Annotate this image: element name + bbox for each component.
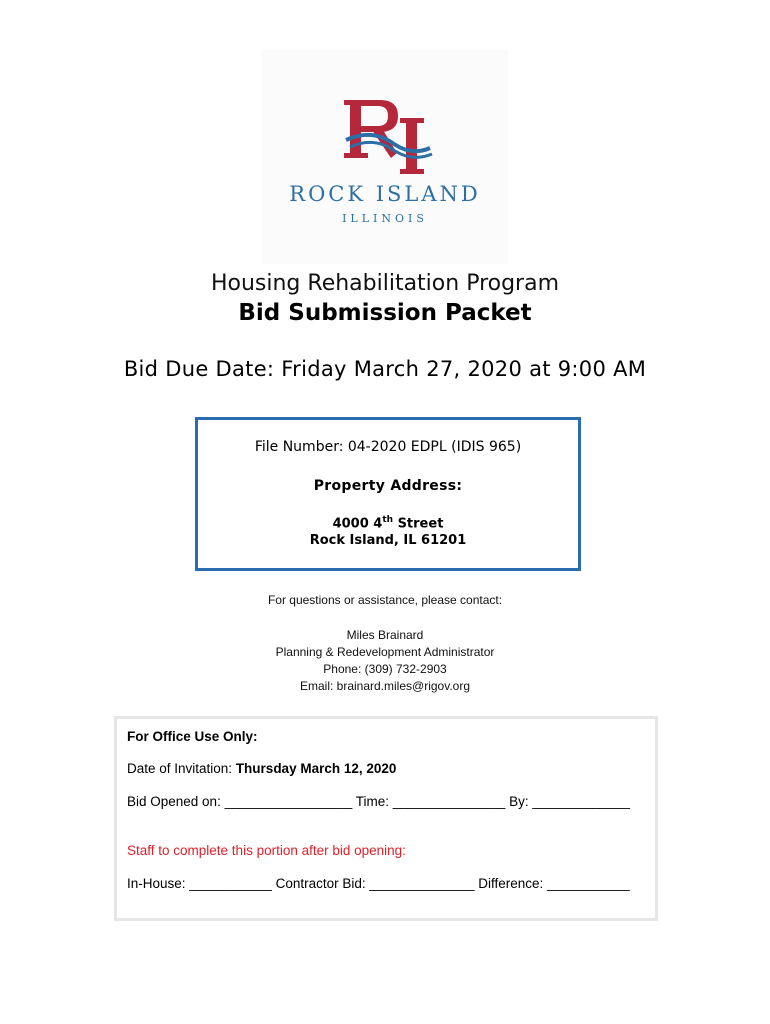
contact-name: Miles Brainard bbox=[346, 628, 424, 642]
ri-monogram-icon bbox=[262, 50, 508, 180]
logo-state-name: ILLINOIS bbox=[342, 212, 428, 225]
logo-city-name: ROCK ISLAND bbox=[289, 182, 481, 206]
contact-phone: Phone: (309) 732-2903 bbox=[323, 662, 447, 676]
cost-comparison-line: In-House: ___________ Contractor Bid: ______________ Difference: ___________ bbox=[127, 876, 630, 891]
office-use-heading: For Office Use Only: bbox=[127, 729, 258, 744]
file-info-box bbox=[195, 417, 581, 571]
staff-note: Staff to complete this portion after bid opening: bbox=[127, 843, 406, 858]
street-number: 4000 4 bbox=[332, 516, 383, 532]
street-name: Street bbox=[393, 516, 444, 532]
packet-title: Bid Submission Packet bbox=[238, 300, 532, 326]
invitation-label: Date of Invitation: bbox=[127, 761, 236, 776]
rock-island-logo bbox=[262, 50, 508, 264]
property-street bbox=[198, 515, 578, 531]
office-use-box bbox=[114, 716, 658, 921]
property-address-label: Property Address: bbox=[313, 478, 463, 494]
bid-opened-line: Bid Opened on: _________________ Time: _______________ By: _____________ bbox=[127, 794, 630, 809]
contact-email: Email: brainard.miles@rigov.org bbox=[299, 679, 470, 693]
file-number: File Number: 04-2020 EDPL (IDIS 965) bbox=[254, 439, 522, 455]
date-of-invitation bbox=[127, 761, 396, 776]
street-ordinal: th bbox=[382, 515, 394, 525]
contact-intro: For questions or assistance, please contact: bbox=[267, 593, 503, 607]
contact-title: Planning & Redevelopment Administrator bbox=[275, 645, 495, 659]
program-title: Housing Rehabilitation Program bbox=[210, 271, 560, 296]
bid-due-date: Bid Due Date: Friday March 27, 2020 at 9:00 AM bbox=[123, 357, 647, 381]
property-city: Rock Island, IL 61201 bbox=[309, 533, 467, 548]
invitation-date: Thursday March 12, 2020 bbox=[235, 761, 397, 776]
